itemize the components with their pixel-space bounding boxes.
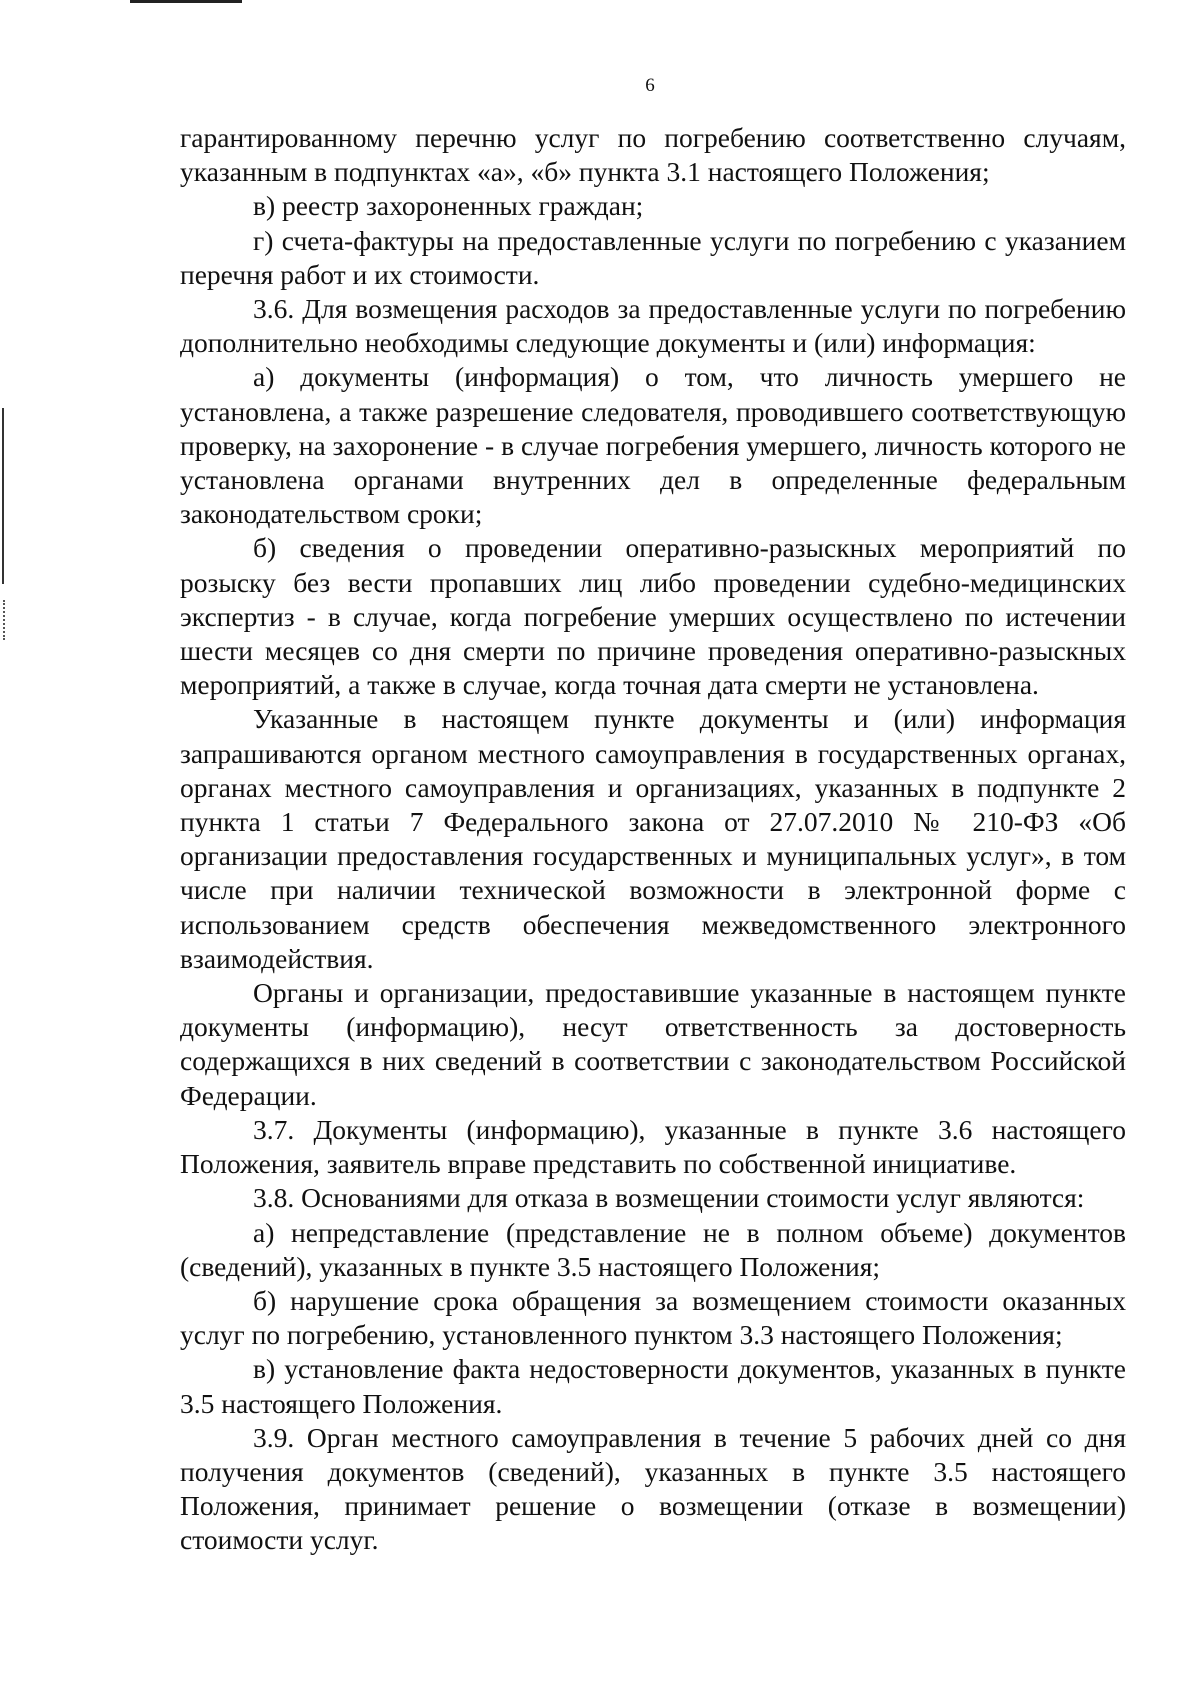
paragraph-3-8-a: а) непредставление (представление не в полном объеме) документов (сведений), указанных в пункте 3.5 настоящего Положения; [180,1216,1126,1282]
paragraph-continuation: гарантированному перечню услуг по погребению соответственно случаям, указанным в подпунктах «а», «б» пункта 3.1 настоящего Положения; [180,122,1126,188]
paragraph-responsibility: Органы и организации, предоставившие указанные в настоящем пункте документы (информацию), несут ответственность за достоверность содержащихся в них сведений в соответствии с законодательством Российской Федерации. [180,977,1126,1111]
page-number: 6 [645,75,655,96]
paragraph-3-9: 3.9. Орган местного самоуправления в течение 5 рабочих дней со дня получения документов (сведений), указанных в пункте 3.5 настоящего Положения, принимает решение о возмещении (отказе в возмещении) стоимости услуг. [180,1421,1126,1556]
scan-artifact-top [130,0,242,3]
paragraph-3-8-b: б) нарушение срока обращения за возмещением стоимости оказанных услуг по погребению, установленного пунктом 3.3 настоящего Положения; [180,1284,1126,1351]
paragraph-3-8: 3.8. Основаниями для отказа в возмещении стоимости услуг являются: [253,1182,1085,1214]
paragraph-3-7: 3.7. Документы (информацию), указанные в пункте 3.6 настоящего Положения, заявитель вправе представить по собственной инициативе. [180,1113,1126,1180]
paragraph-3-6: 3.6. Для возмещения расходов за предоставленные услуги по погребению дополнительно необходимы следующие документы и (или) информация: [180,293,1126,359]
paragraph-3-8-v: в) установление факта недостоверности документов, указанных в пункте 3.5 настоящего Положения. [180,1353,1126,1419]
paragraph-item-v: в) реестр захороненных граждан; [253,190,644,222]
scan-artifact-left [2,408,4,584]
paragraph-3-6-a: а) документы (информация) о том, что личность умершего не установлена, а также разрешение следователя, проводившего соответствующую проверку, на захоронение - в случае погребения умершего, личность которого не установлена органами внутренних дел в определенные федеральным законодательством сроки; [180,361,1126,530]
scan-artifact-dots [3,600,7,640]
paragraph-3-6-b: б) сведения о проведении оперативно-разыскных мероприятий по розыску без вести пропавших лиц либо проведении судебно-медицинских экспертиз - в случае, когда погребение умерших осуществлено по истечении шести месяцев со дня смерти по причине проведения оперативно-разыскных мероприятий, а также в случае, когда точная дата смерти не установлена. [180,532,1126,701]
paragraph-item-g: г) счета-фактуры на предоставленные услуги по погребению с указанием перечня работ и их стоимости. [180,224,1126,290]
document-body [180,121,1126,1558]
paragraph-requests: Указанные в настоящем пункте документы и (или) информация запрашиваются органом местного самоуправления в государственных органах, органах местного самоуправления и организациях, указанных в подпункте 2 пункта 1 статьи 7 Федерального закона от 27.07.2010 № 210-ФЗ «Об организации предоставления государственных и муниципальных услуг», в том числе при наличии технической возможности в электронной форме с использованием средств обеспечения межведомственного электронного взаимодействия. [180,703,1126,974]
